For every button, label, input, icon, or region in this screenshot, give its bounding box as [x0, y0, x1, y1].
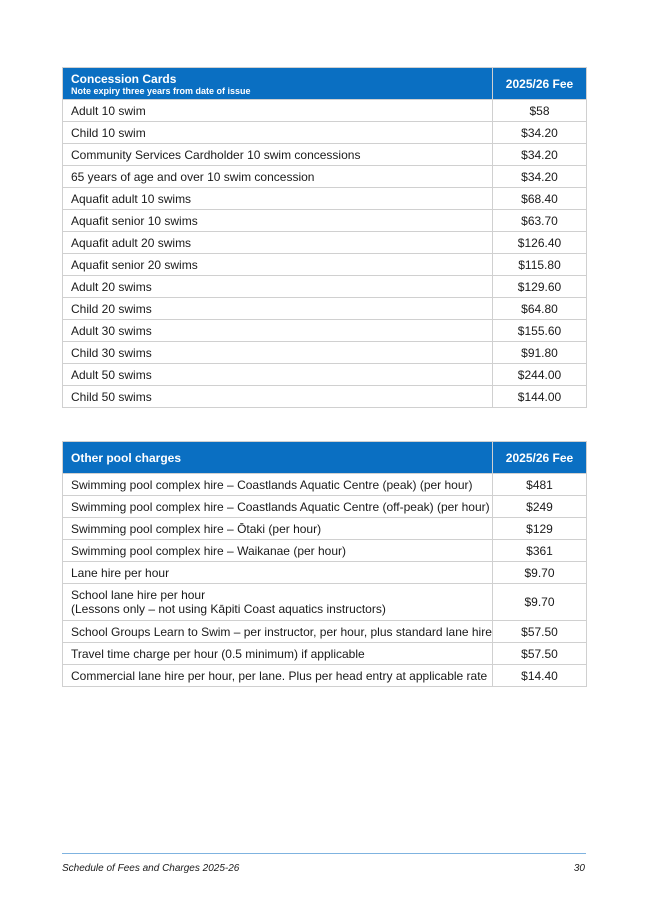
fee-cell: $14.40	[493, 665, 587, 687]
table-row	[63, 144, 587, 166]
fee-cell: $57.50	[493, 643, 587, 665]
fee-cell: $58	[493, 100, 587, 122]
table-row	[63, 342, 587, 364]
fee-cell: $34.20	[493, 122, 587, 144]
table-row	[63, 254, 587, 276]
fee-cell: $481	[493, 474, 587, 496]
concession-note: Note expiry three years from date of issue	[71, 85, 251, 96]
fee-cell: $64.80	[493, 298, 587, 320]
table-row	[63, 562, 587, 584]
table-header-row	[63, 442, 587, 474]
table-row	[63, 518, 587, 540]
fee-cell: $129	[493, 518, 587, 540]
item-cell: Adult 30 swims	[63, 320, 493, 342]
item-cell	[63, 584, 493, 621]
table-row	[63, 496, 587, 518]
fee-cell: $129.60	[493, 276, 587, 298]
fee-cell: $34.20	[493, 166, 587, 188]
item-cell: Aquafit senior 10 swims	[63, 210, 493, 232]
fee-cell: $144.00	[493, 386, 587, 408]
concession-header-cell	[63, 68, 493, 100]
item-cell: Child 50 swims	[63, 386, 493, 408]
table-row	[63, 386, 587, 408]
table-row	[63, 474, 587, 496]
table-row	[63, 210, 587, 232]
footer-title: Schedule of Fees and Charges 2025-26	[62, 863, 240, 874]
fee-cell: $155.60	[493, 320, 587, 342]
table-row	[63, 166, 587, 188]
fee-cell: $126.40	[493, 232, 587, 254]
item-cell: Aquafit senior 20 swims	[63, 254, 493, 276]
item-cell: Child 30 swims	[63, 342, 493, 364]
table-row	[63, 320, 587, 342]
fee-cell: $9.70	[493, 584, 587, 621]
fee-cell: $9.70	[493, 562, 587, 584]
item-cell: Swimming pool complex hire – Ōtaki (per hour)	[63, 518, 493, 540]
fee-cell: $249	[493, 496, 587, 518]
item-cell: Aquafit adult 10 swims	[63, 188, 493, 210]
fee-cell: $361	[493, 540, 587, 562]
table-row	[63, 540, 587, 562]
table-row	[63, 276, 587, 298]
fee-cell: $115.80	[493, 254, 587, 276]
footer-divider	[62, 853, 586, 854]
page-number: 30	[573, 863, 585, 874]
table-row	[63, 298, 587, 320]
table-row	[63, 100, 587, 122]
item-cell: Adult 10 swim	[63, 100, 493, 122]
table-row	[63, 643, 587, 665]
item-cell: Adult 20 swims	[63, 276, 493, 298]
item-cell: Lane hire per hour	[63, 562, 493, 584]
table-header-row	[63, 68, 587, 100]
table-row	[63, 665, 587, 687]
fee-cell: $91.80	[493, 342, 587, 364]
item-cell: Community Services Cardholder 10 swim concessions	[63, 144, 493, 166]
table-row	[63, 364, 587, 386]
table-row	[63, 232, 587, 254]
other-pool-charges-table	[62, 441, 587, 687]
fee-cell: $244.00	[493, 364, 587, 386]
fee-cell: $68.40	[493, 188, 587, 210]
item-cell: Commercial lane hire per hour, per lane. Plus per head entry at applicable rate	[63, 665, 493, 687]
item-line: School lane hire per hour	[71, 588, 206, 602]
item-cell: 65 years of age and over 10 swim concession	[63, 166, 493, 188]
item-cell: Child 20 swims	[63, 298, 493, 320]
table-row	[63, 122, 587, 144]
item-cell: Swimming pool complex hire – Coastlands Aquatic Centre (off-peak) (per hour)	[63, 496, 493, 518]
fee-cell: $34.20	[493, 144, 587, 166]
item-cell: Swimming pool complex hire – Coastlands Aquatic Centre (peak) (per hour)	[63, 474, 493, 496]
item-cell: Child 10 swim	[63, 122, 493, 144]
item-cell: School Groups Learn to Swim – per instructor, per hour, plus standard lane hire	[63, 621, 493, 643]
concession-title: Concession Cards	[71, 71, 177, 86]
table-row	[63, 188, 587, 210]
table-row	[63, 584, 587, 621]
fee-column-header: 2025/26 Fee	[493, 68, 587, 100]
fee-column-header: 2025/26 Fee	[493, 442, 587, 474]
item-cell: Aquafit adult 20 swims	[63, 232, 493, 254]
item-cell: Adult 50 swims	[63, 364, 493, 386]
fee-cell: $57.50	[493, 621, 587, 643]
concession-cards-table	[62, 67, 587, 408]
item-line-2: (Lessons only – not using Kāpiti Coast aquatics instructors)	[71, 602, 386, 616]
item-cell: Travel time charge per hour (0.5 minimum) if applicable	[63, 643, 493, 665]
other-charges-title: Other pool charges	[63, 442, 493, 474]
fee-cell: $63.70	[493, 210, 587, 232]
table-row	[63, 621, 587, 643]
item-cell: Swimming pool complex hire – Waikanae (per hour)	[63, 540, 493, 562]
